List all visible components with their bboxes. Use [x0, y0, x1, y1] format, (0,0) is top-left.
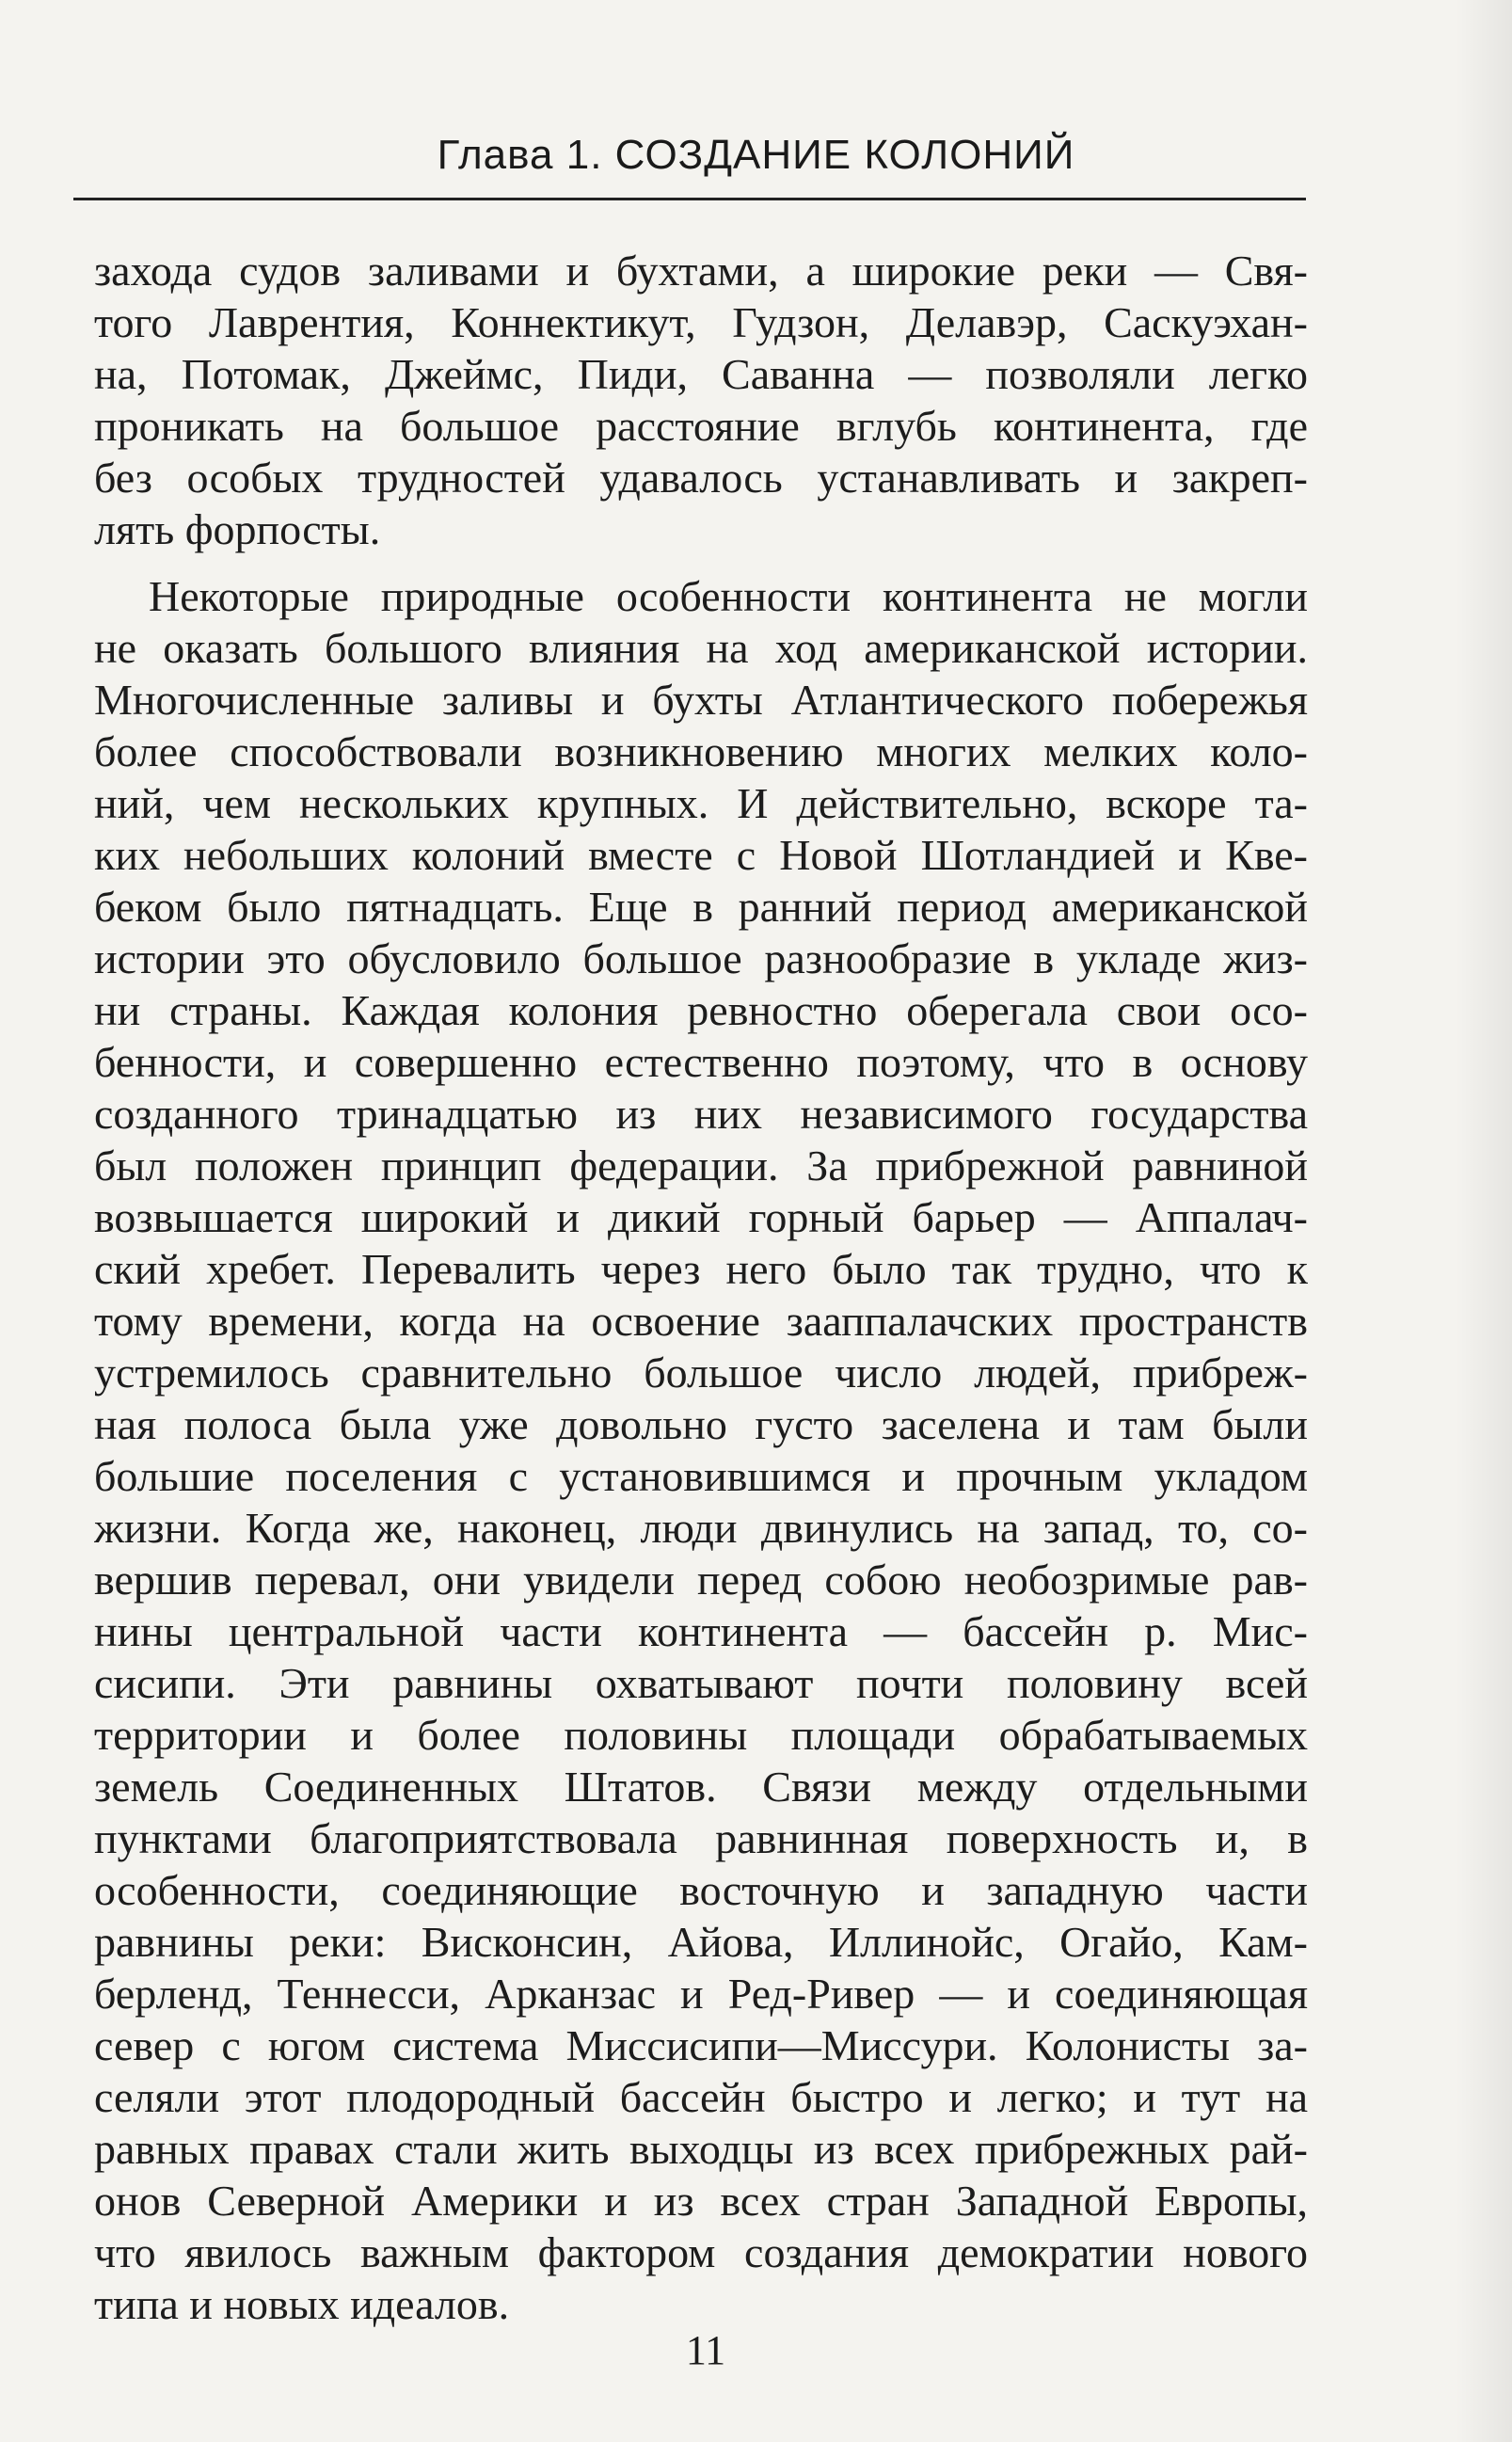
text-line: Некоторые природные особенности континента не могли: [149, 572, 1308, 620]
text-line: тому времени, когда на освоение зааппалачских пространств: [94, 1297, 1308, 1345]
text-line: лять форпосты.: [94, 505, 381, 553]
text-line: истории это обусловило большое разнообразие в укладе жиз-: [94, 934, 1308, 982]
text-line: на, Потомак, Джеймс, Пиди, Саванна — позволяли легко: [94, 350, 1308, 398]
text-line: без особых трудностей удавалось устанавливать и закреп-: [94, 454, 1308, 502]
text-line: вершив перевал, они увидели перед собою необозримые рав-: [94, 1556, 1308, 1604]
text-line: ний, чем нескольких крупных. И действительно, вскоре та-: [94, 779, 1308, 827]
text-line: сисипи. Эти равнины охватывают почти половину всей: [94, 1659, 1308, 1707]
text-line: созданного тринадцатью из них независимого государства: [94, 1090, 1308, 1138]
text-line: устремилось сравнительно большое число людей, прибреж-: [94, 1349, 1308, 1397]
text-line: территории и более половины площади обрабатываемых: [94, 1711, 1308, 1759]
text-line: жизни. Когда же, наконец, люди двинулись на запад, то, со-: [94, 1504, 1308, 1552]
paragraph-gap: [94, 555, 1308, 570]
text-line: того Лаврентия, Коннектикут, Гудзон, Делавэр, Саскуэхан-: [94, 298, 1308, 346]
header-rule: [73, 198, 1306, 200]
text-line: онов Северной Америки и из всех стран Западной Европы,: [94, 2177, 1308, 2225]
text-line: был положен принцип федерации. За прибрежной равниной: [94, 1141, 1308, 1189]
text-line: ная полоса была уже довольно густо заселена и там были: [94, 1400, 1308, 1448]
text-line: проникать на большое расстояние вглубь континента, где: [94, 402, 1308, 450]
text-line: не оказать большого влияния на ход американской истории.: [94, 624, 1308, 672]
text-line: ни страны. Каждая колония ревностно оберегала свои осо-: [94, 986, 1308, 1034]
text-line: что явилось важным фактором создания демократии нового: [94, 2228, 1308, 2276]
running-head: Глава 1. СОЗДАНИЕ КОЛОНИЙ: [437, 132, 1075, 178]
text-line: Многочисленные заливы и бухты Атлантического побережья: [94, 676, 1308, 724]
paragraph-2: [94, 570, 1308, 2330]
text-line: селяли этот плодородный бассейн быстро и легко; и тут на: [94, 2073, 1308, 2121]
text-line: ский хребет. Перевалить через него было так трудно, что к: [94, 1245, 1308, 1293]
text-line: большие поселения с установившимся и прочным укладом: [94, 1452, 1308, 1500]
text-line: берленд, Теннесси, Арканзас и Ред-Ривер — и соединяющая: [94, 1970, 1308, 2018]
text-line: равных правах стали жить выходцы из всех прибрежных рай-: [94, 2125, 1308, 2173]
text-line: типа и новых идеалов.: [94, 2280, 510, 2328]
text-line: равнины реки: Висконсин, Айова, Иллинойс, Огайо, Кам-: [94, 1918, 1308, 1966]
text-line: нины центральной части континента — бассейн р. Мис-: [94, 1607, 1308, 1655]
text-line: захода судов заливами и бухтами, а широкие реки — Свя-: [94, 247, 1308, 295]
paragraph-1: [94, 245, 1308, 555]
body-text: [94, 245, 1308, 2330]
text-line: пунктами благоприятствовала равнинная поверхность и, в: [94, 1814, 1308, 1862]
text-line: особенности, соединяющие восточную и западную части: [94, 1866, 1308, 1914]
text-line: беком было пятнадцать. Еще в ранний период американской: [94, 883, 1308, 931]
text-line: бенности, и совершенно естественно поэтому, что в основу: [94, 1038, 1308, 1086]
text-line: возвышается широкий и дикий горный барьер — Аппалач-: [94, 1193, 1308, 1241]
text-line: север с югом система Миссисипи—Миссури. Колонисты за-: [94, 2021, 1308, 2069]
text-line: земель Соединенных Штатов. Связи между отдельными: [94, 1763, 1308, 1811]
text-line: ких небольших колоний вместе с Новой Шотландией и Кве-: [94, 831, 1308, 879]
text-line: более способствовали возникновению многих мелких коло-: [94, 727, 1308, 775]
page-edge-shadow: [1456, 0, 1512, 2442]
page-number: 11: [685, 2327, 726, 2373]
